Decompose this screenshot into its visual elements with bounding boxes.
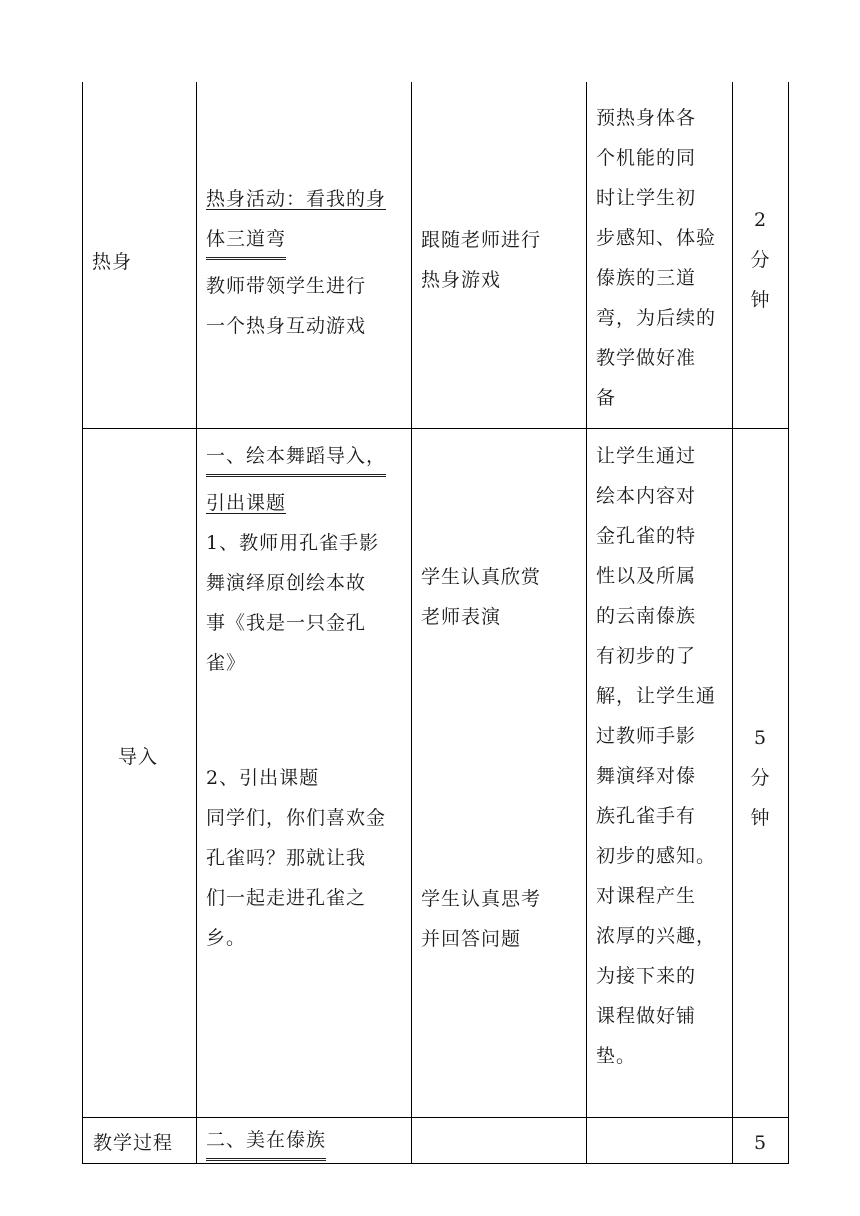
purpose-text: 族孔雀手有 — [596, 805, 697, 827]
activity-title: 二、美在傣族 — [206, 1123, 326, 1161]
table-border-left — [82, 82, 83, 1164]
student-text: 跟随老师进行 — [421, 229, 542, 251]
teacher-text: 1、教师用孔雀手影 — [206, 532, 380, 554]
teacher-activity-cell — [206, 179, 408, 346]
time-cell — [733, 718, 788, 838]
table-border-bottom — [82, 1163, 789, 1164]
stage-label: 热身 — [92, 251, 133, 273]
purpose-text: 性以及所属 — [596, 565, 697, 587]
student-activity-cell — [421, 879, 581, 959]
purpose-text: 绘本内容对 — [596, 485, 697, 507]
purpose-text: 初步的感知。 — [596, 845, 717, 867]
purpose-text: 有初步的了 — [596, 645, 697, 667]
activity-title: 体三道弯 — [206, 222, 286, 260]
purpose-text: 浓厚的兴趣， — [596, 925, 717, 947]
student-text: 学生认真思考 — [421, 888, 542, 910]
table-divider-3 — [586, 82, 587, 1164]
activity-title: 热身活动：看我的身 — [206, 188, 387, 210]
time-value: 5 — [753, 727, 768, 749]
teacher-text: 们一起走进孔雀之 — [206, 887, 367, 909]
time-unit: 钟 — [750, 289, 771, 311]
student-activity-cell — [421, 557, 581, 637]
time-cell — [733, 1123, 788, 1163]
purpose-text: 个机能的同 — [596, 147, 697, 169]
purpose-text: 垫。 — [596, 1045, 637, 1067]
time-unit: 分 — [750, 249, 771, 271]
student-text: 并回答问题 — [421, 928, 522, 950]
teacher-activity-cell — [206, 436, 408, 683]
purpose-text: 课程做好铺 — [596, 1005, 697, 1027]
row-divider-2 — [82, 1117, 789, 1118]
time-cell — [733, 200, 788, 320]
table-divider-2 — [411, 82, 412, 1164]
purpose-text: 时让学生初 — [596, 187, 697, 209]
teacher-text: 同学们，你们喜欢金 — [206, 807, 387, 829]
teacher-text: 乡。 — [206, 927, 247, 949]
purpose-cell — [596, 436, 732, 1076]
table-border-right — [788, 82, 789, 1164]
teacher-text: 教师带领学生进行 — [206, 275, 367, 297]
student-activity-cell — [421, 220, 581, 300]
purpose-text: 舞演绎对傣 — [596, 765, 697, 787]
activity-title: 引出课题 — [206, 492, 287, 514]
purpose-text: 为接下来的 — [596, 965, 697, 987]
time-value: 2 — [753, 209, 768, 231]
teacher-activity-cell — [206, 1120, 408, 1161]
time-value: 5 — [753, 1132, 768, 1154]
purpose-text: 让学生通过 — [596, 445, 697, 467]
table-divider-1 — [196, 82, 197, 1164]
teacher-text: 雀》 — [206, 652, 247, 674]
purpose-text: 备 — [596, 387, 617, 409]
activity-title: 一、绘本舞蹈导入， — [206, 439, 386, 477]
purpose-cell — [596, 98, 732, 418]
purpose-text: 预热身体各 — [596, 107, 697, 129]
time-unit: 分 — [750, 767, 771, 789]
purpose-text: 金孔雀的特 — [596, 525, 697, 547]
purpose-text: 解，让学生通 — [596, 685, 717, 707]
stage-label: 教学过程 — [93, 1132, 174, 1154]
teacher-activity-cell — [206, 758, 408, 958]
student-text: 热身游戏 — [421, 269, 502, 291]
purpose-text: 教学做好准 — [596, 347, 697, 369]
purpose-text: 步感知、体验 — [596, 227, 717, 249]
teacher-text: 事《我是一只金孔 — [206, 612, 367, 634]
stage-label: 导入 — [118, 746, 159, 768]
purpose-text: 过教师手影 — [596, 725, 697, 747]
teacher-text: 2、引出课题 — [206, 767, 320, 789]
purpose-text: 傣族的三道 — [596, 267, 697, 289]
purpose-text: 弯，为后续的 — [596, 307, 717, 329]
teacher-text: 孔雀吗？那就让我 — [206, 847, 367, 869]
purpose-text: 对课程产生 — [596, 885, 697, 907]
student-text: 学生认真欣赏 — [421, 566, 542, 588]
teacher-text: 一个热身互动游戏 — [206, 315, 367, 337]
time-unit: 钟 — [750, 807, 771, 829]
purpose-text: 的云南傣族 — [596, 605, 697, 627]
teacher-text: 舞演绎原创绘本故 — [206, 572, 367, 594]
student-text: 老师表演 — [421, 606, 502, 628]
row-divider-1 — [82, 428, 789, 429]
